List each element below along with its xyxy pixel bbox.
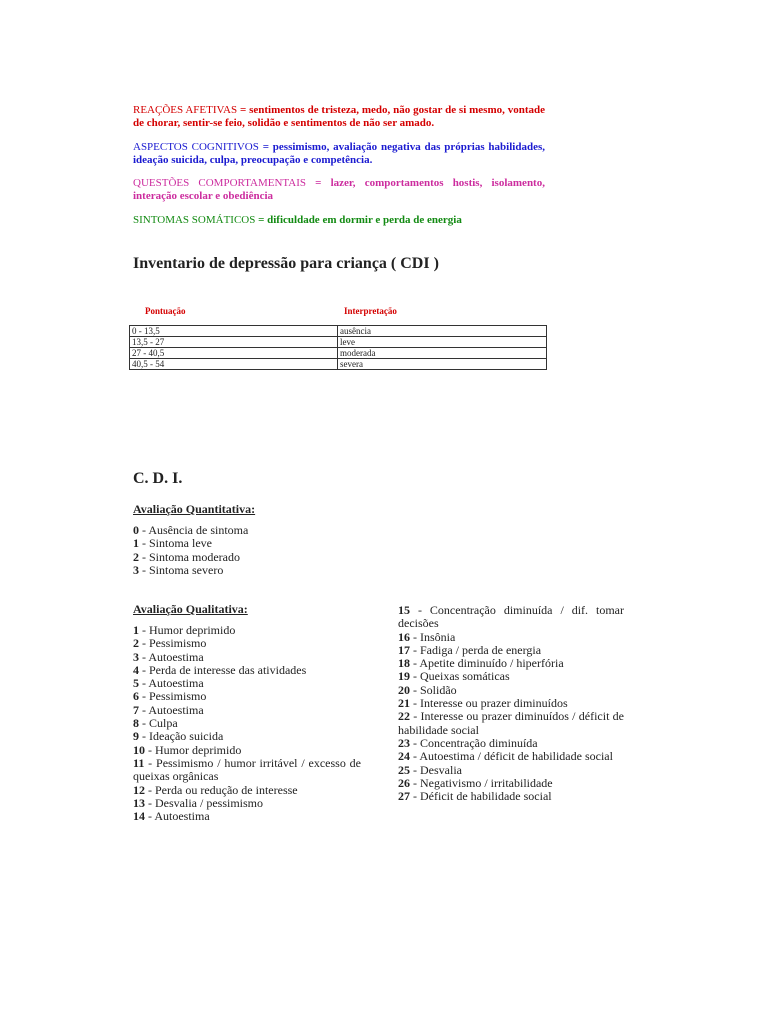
item-number: 8 — [133, 716, 139, 731]
item-number: 12 — [133, 782, 145, 797]
item-number: 1 — [133, 536, 139, 551]
list-item: 15 - Concentração diminuída / dif. tomar decisões — [398, 603, 624, 631]
qualitative-title: Avaliação Qualitativa: — [133, 602, 248, 616]
table-row — [130, 359, 547, 370]
column-header-score: Pontuação — [145, 306, 186, 316]
list-item: 26 - Negativismo / irritabilidade — [398, 775, 553, 790]
item-text: Humor deprimido — [155, 742, 242, 757]
item-number: 9 — [133, 729, 139, 744]
column-header-interpretation: Interpretação — [344, 306, 397, 316]
list-item: 21 - Interesse ou prazer diminuídos — [398, 696, 568, 711]
item-number: 2 — [133, 636, 139, 651]
list-item: 14 - Autoestima — [133, 809, 210, 824]
list-item: 12 - Perda ou redução de interesse — [133, 782, 298, 797]
item-number: 24 — [398, 749, 410, 764]
item-number: 6 — [133, 689, 139, 704]
item-number: 3 — [133, 649, 139, 664]
item-text: Interesse ou prazer diminuídos — [420, 696, 568, 711]
item-text: Concentração diminuída — [420, 735, 538, 750]
list-item: 9 - Ideação suicida — [133, 729, 224, 744]
list-item: 18 - Apetite diminuído / hiperfória — [398, 656, 564, 671]
item-text: Ausência de sintoma — [148, 523, 249, 537]
qualitative-list-left — [133, 624, 361, 823]
inventory-title: Inventario de depressão para criança ( CDI ) — [133, 255, 439, 272]
paragraph-text: = sentimentos de tristeza, medo, não gostar de si mesmo, vontade de chorar, sentir-se feio, solidão e sentimentos de não ser amado. — [133, 104, 545, 129]
table-row — [130, 337, 547, 348]
list-item: 1 - Sintoma leve — [133, 536, 212, 551]
item-number: 5 — [133, 676, 139, 691]
item-text: Sintoma leve — [149, 536, 212, 551]
paragraph-text: = pessimismo, avaliação negativa das próprias habilidades, ideação suicida, culpa, preocupação e competência. — [133, 141, 545, 166]
item-number: 27 — [398, 789, 410, 804]
item-text: Queixas somáticas — [420, 669, 510, 684]
item-number: 3 — [133, 562, 139, 577]
interpretation-cell: leve — [338, 337, 547, 348]
item-number: 25 — [398, 762, 410, 777]
item-text: Autoestima — [148, 676, 204, 691]
behavioral-issues-paragraph — [133, 177, 545, 203]
list-item: 27 - Déficit de habilidade social — [398, 789, 552, 804]
item-text: Desvalia / pessimismo — [155, 795, 263, 810]
list-item: 23 - Concentração diminuída — [398, 735, 538, 750]
item-text: Humor deprimido — [149, 623, 236, 637]
item-text: Autoestima — [148, 702, 204, 717]
item-number: 13 — [133, 795, 145, 810]
item-number: 15 — [398, 603, 410, 617]
item-number: 14 — [133, 809, 145, 824]
item-text: Autoestima — [148, 649, 204, 664]
list-item: 5 - Autoestima — [133, 676, 204, 691]
item-text: Sintoma moderado — [149, 549, 240, 564]
list-item: 2 - Sintoma moderado — [133, 549, 240, 564]
list-item: 7 - Autoestima — [133, 702, 204, 717]
score-cell: 13,5 - 27 — [130, 337, 338, 348]
item-number: 17 — [398, 642, 410, 657]
item-text: Autoestima / déficit de habilidade social — [419, 749, 613, 764]
list-item: 10 - Humor deprimido — [133, 742, 242, 757]
paragraph-term: ASPECTOS COGNITIVOS — [133, 141, 259, 153]
score-cell: 27 - 40,5 — [130, 348, 338, 359]
intro-section — [133, 104, 545, 227]
item-text: Culpa — [149, 716, 178, 731]
quantitative-title: Avaliação Quantitativa: — [133, 502, 256, 516]
item-number: 11 — [133, 755, 145, 770]
item-text: Perda ou redução de interesse — [155, 782, 298, 797]
paragraph-text: = dificuldade em dormir e perda de energia — [255, 214, 462, 226]
item-text: Ideação suicida — [149, 729, 224, 744]
qualitative-list-right — [398, 604, 624, 803]
item-text: Concentração diminuída / dif. tomar decisões — [398, 603, 624, 631]
list-item: 22 - Interesse ou prazer diminuídos / déficit de habilidade social — [398, 709, 624, 737]
item-text: Pessimismo / humor irritável / excesso de queixas orgânicas — [133, 755, 361, 784]
list-item: 3 - Autoestima — [133, 649, 204, 664]
quantitative-list — [133, 524, 383, 577]
table-row — [130, 348, 547, 359]
cdi-title: C. D. I. — [133, 470, 183, 487]
item-text: Autoestima — [154, 809, 210, 824]
item-text: Solidão — [420, 682, 457, 697]
item-number: 18 — [398, 656, 410, 671]
list-item: 4 - Perda de interesse das atividades — [133, 662, 307, 677]
score-cell: 40,5 - 54 — [130, 359, 338, 370]
item-number: 22 — [398, 709, 410, 724]
interpretation-cell: ausência — [338, 326, 547, 337]
item-number: 10 — [133, 742, 145, 757]
item-number: 26 — [398, 775, 410, 790]
list-item: 25 - Desvalia — [398, 762, 462, 777]
item-text: Fadiga / perda de energia — [420, 642, 542, 657]
list-item: 0 - Ausência de sintoma — [133, 523, 249, 537]
list-item: 16 - Insônia — [398, 629, 456, 644]
item-text: Negativismo / irritabilidade — [420, 775, 553, 790]
list-item: 3 - Sintoma severo — [133, 562, 224, 577]
item-number: 23 — [398, 735, 410, 750]
item-text: Insônia — [420, 629, 456, 644]
item-text: Apetite diminuído / hiperfória — [419, 656, 564, 671]
item-number: 16 — [398, 629, 410, 644]
paragraph-term: REAÇÕES AFETIVAS — [133, 104, 238, 116]
list-item: 2 - Pessimismo — [133, 636, 207, 651]
item-text: Déficit de habilidade social — [420, 789, 552, 804]
item-text: Sintoma severo — [149, 562, 224, 577]
interpretation-cell: severa — [338, 359, 547, 370]
item-number: 0 — [133, 523, 139, 537]
list-item: 13 - Desvalia / pessimismo — [133, 795, 263, 810]
item-number: 2 — [133, 549, 139, 564]
paragraph-term: SINTOMAS SOMÁTICOS — [133, 214, 256, 226]
list-item: 20 - Solidão — [398, 682, 457, 697]
score-cell: 0 - 13,5 — [130, 326, 338, 337]
item-text: Interesse ou prazer diminuídos / déficit de habilidade social — [398, 709, 624, 737]
item-text: Perda de interesse das atividades — [149, 662, 307, 677]
list-item: 11 - Pessimismo / humor irritável / excesso de queixas orgânicas — [133, 755, 361, 784]
list-item: 24 - Autoestima / déficit de habilidade social — [398, 749, 613, 764]
scores-table — [129, 325, 547, 370]
item-number: 4 — [133, 662, 139, 677]
somatic-symptoms-paragraph — [133, 214, 545, 227]
table-row — [130, 326, 547, 337]
scores-table-wrapper — [129, 325, 547, 370]
list-item: 19 - Queixas somáticas — [398, 669, 510, 684]
item-number: 21 — [398, 696, 410, 711]
list-item: 17 - Fadiga / perda de energia — [398, 642, 542, 657]
item-number: 20 — [398, 682, 410, 697]
list-item: 1 - Humor deprimido — [133, 623, 236, 637]
cognitive-aspects-paragraph — [133, 141, 545, 167]
affective-reactions-paragraph — [133, 104, 545, 130]
paragraph-term: QUESTÕES COMPORTAMENTAIS — [133, 177, 306, 189]
interpretation-cell: moderada — [338, 348, 547, 359]
item-text: Desvalia — [420, 762, 462, 777]
paragraph-text: = lazer, comportamentos hostis, isolamento, interação escolar e obediência — [133, 177, 545, 202]
item-number: 7 — [133, 702, 139, 717]
item-number: 1 — [133, 623, 139, 637]
item-text: Pessimismo — [149, 636, 207, 651]
list-item: 6 - Pessimismo — [133, 689, 207, 704]
item-text: Pessimismo — [149, 689, 207, 704]
item-number: 19 — [398, 669, 410, 684]
list-item: 8 - Culpa — [133, 716, 178, 731]
